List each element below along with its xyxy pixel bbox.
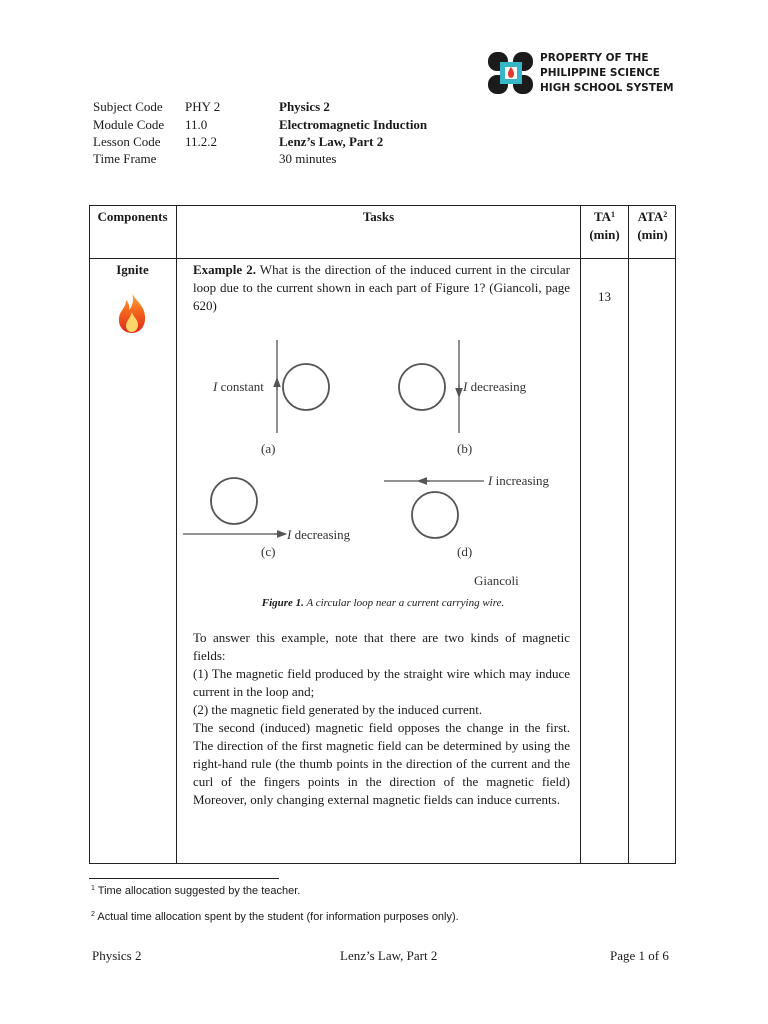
explanation-body: The second (induced) magnetic field opposes the change in the first. The direction of the first magnetic field can be determined by using the right-hand rule (the thumb points in the direction of the current and the curl of the fingers points in the direction of the magnetic field) Moreover, only changing external magnetic fields can induce currents. xyxy=(193,720,570,807)
header-ata xyxy=(629,208,676,244)
loop-d xyxy=(412,492,458,538)
footnote-2-number: 2 xyxy=(91,911,95,918)
footnote-1 xyxy=(91,884,300,898)
lesson-code: 11.2.2 xyxy=(185,134,218,149)
footer-lesson: Lenz’s Law, Part 2 xyxy=(340,948,438,963)
footer-subject: Physics 2 xyxy=(92,948,142,963)
loop-a xyxy=(283,364,329,410)
footnote-2-text: Actual time allocation spent by the student (for information purposes only). xyxy=(94,911,459,923)
label-a-symbol: I xyxy=(213,379,218,394)
label-a-text: constant xyxy=(217,379,264,394)
label-b-text: decreasing xyxy=(467,379,527,394)
example-text: What is the direction of the induced current in the circular loop due to the current shown in each part of Figure 1? (Giancoli, page 620) xyxy=(193,262,570,313)
explanation-item-2: (2) the magnetic field generated by the induced current. xyxy=(193,702,483,717)
pshs-logo-icon xyxy=(486,50,536,96)
label-c-text: decreasing xyxy=(291,527,351,542)
label-b-symbol: I xyxy=(463,379,468,394)
label-c xyxy=(287,526,350,543)
label-d-text: increasing xyxy=(492,473,550,488)
module-code: 11.0 xyxy=(185,117,208,132)
header-ata-text: ATA xyxy=(637,209,664,224)
time-frame-value: 30 minutes xyxy=(279,151,337,166)
caption-d: (d) xyxy=(457,544,473,559)
header-ta-unit: (min) xyxy=(589,227,620,242)
header-ata-sup: 2 xyxy=(663,210,668,219)
figure-caption-label: Figure 1. xyxy=(261,597,304,609)
table-divider xyxy=(176,205,177,864)
label-d-symbol: I xyxy=(488,473,493,488)
subject-code-label: Subject Code xyxy=(93,99,163,114)
fire-icon xyxy=(114,290,150,336)
footnote-1-number: 1 xyxy=(91,885,95,892)
label-b xyxy=(463,378,526,395)
figure-1-drawing xyxy=(180,330,580,592)
time-frame-label: Time Frame xyxy=(93,151,157,166)
explanation-item-1: (1) The magnetic field produced by the straight wire which may induce current in the loop and; xyxy=(193,666,570,699)
module-name: Electromagnetic Induction xyxy=(279,117,428,132)
module-code-label: Module Code xyxy=(93,117,165,132)
caption-b: (b) xyxy=(457,441,473,456)
header-ta xyxy=(581,208,628,244)
component-name: Ignite xyxy=(116,262,149,277)
caption-a: (a) xyxy=(261,441,276,456)
example-label: Example 2. xyxy=(193,262,256,277)
label-a xyxy=(213,378,264,395)
logo-text xyxy=(540,51,750,96)
footnote-2 xyxy=(91,910,459,924)
explanation-intro: To answer this example, note that there are two kinds of magnetic fields: xyxy=(193,630,570,663)
footer-page-number: Page 1 of 6 xyxy=(610,948,669,963)
header-tasks: Tasks xyxy=(362,209,395,224)
figure-1 xyxy=(180,330,580,592)
explanation xyxy=(193,629,570,809)
header-components: Components xyxy=(97,209,168,224)
logo-line-2: PHILIPPINE SCIENCE xyxy=(540,67,660,79)
footnote-rule xyxy=(89,878,279,879)
loop-c xyxy=(211,478,257,524)
subject-name: Physics 2 xyxy=(279,99,330,114)
example-question xyxy=(193,261,570,315)
header-ta-text: TA xyxy=(593,209,612,224)
caption-c: (c) xyxy=(261,544,276,559)
figure-caption-text: A circular loop near a current carrying wire. xyxy=(303,597,505,609)
header-ta-sup: 1 xyxy=(611,210,616,219)
subject-code: PHY 2 xyxy=(185,99,221,114)
logo-line-3: HIGH SCHOOL SYSTEM xyxy=(540,82,674,94)
label-d xyxy=(488,472,549,489)
figure-caption xyxy=(192,596,574,610)
figure-credit: Giancoli xyxy=(474,573,519,588)
loop-b xyxy=(399,364,445,410)
footnote-1-text: Time allocation suggested by the teacher. xyxy=(94,885,301,897)
table-divider xyxy=(628,205,629,864)
lesson-name: Lenz’s Law, Part 2 xyxy=(279,134,384,149)
lesson-code-label: Lesson Code xyxy=(93,134,161,149)
ta-value: 13 xyxy=(598,289,611,304)
header-ata-unit: (min) xyxy=(637,227,668,242)
label-c-symbol: I xyxy=(287,527,292,542)
table-header-divider xyxy=(89,258,676,259)
logo-line-1: PROPERTY OF THE xyxy=(540,52,649,64)
